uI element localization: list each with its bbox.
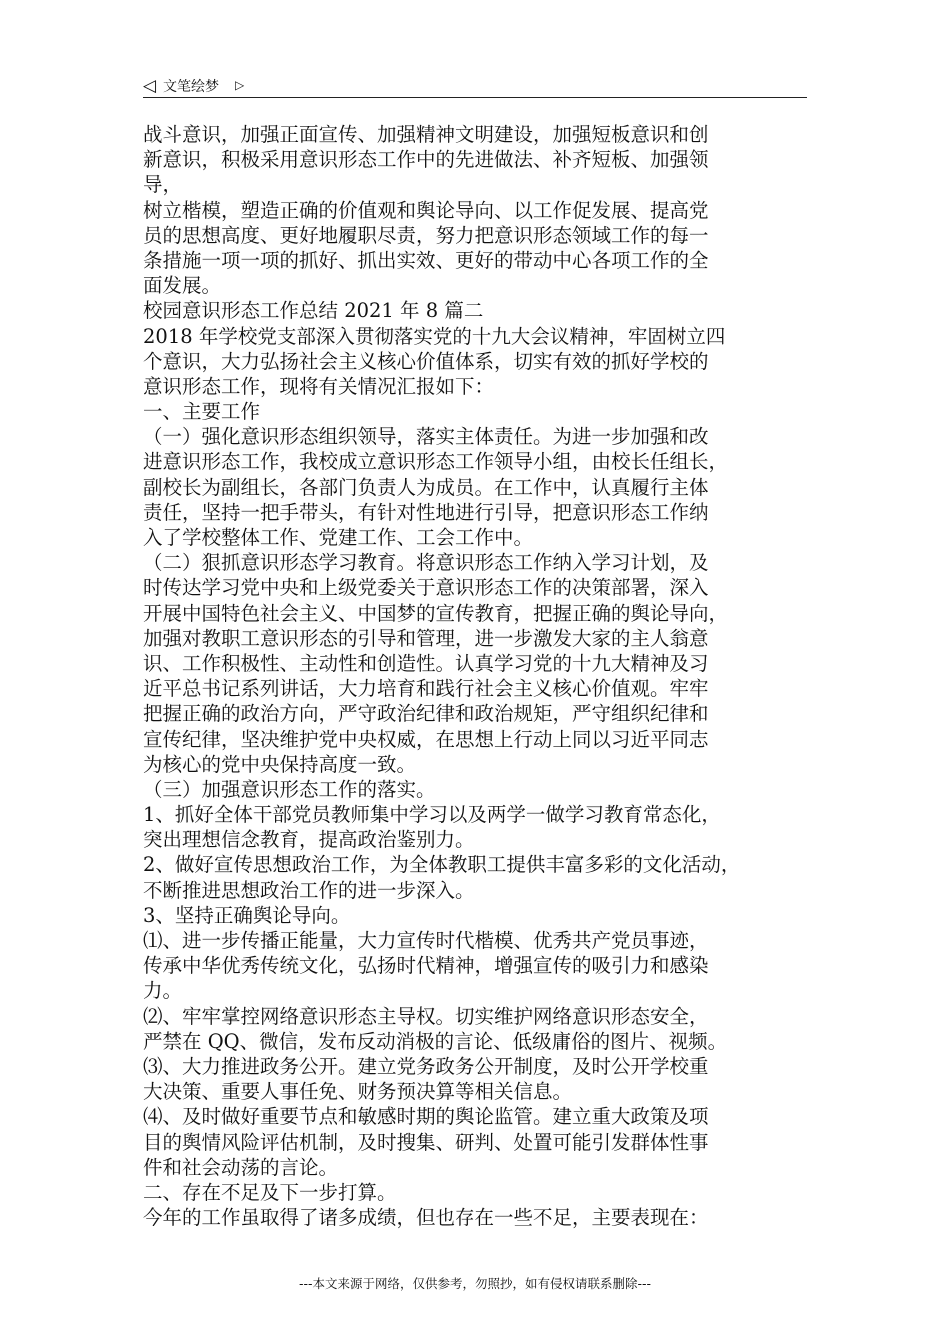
text-line: 面发展。 bbox=[143, 274, 222, 298]
text-line: 入了学校整体工作、党建工作、工会工作中。 bbox=[143, 526, 534, 549]
text-line: 导， bbox=[143, 173, 183, 197]
text-line: ⑴、进一步传播正能量，大力宣传时代楷模、优秀共产党员事迹， bbox=[143, 929, 709, 952]
header-divider bbox=[143, 97, 807, 98]
text-line: 时传达学习党中央和上级党委关于意识形态工作的决策部署，深入 bbox=[143, 576, 709, 600]
text-line: 近平总书记系列讲话，大力培育和践行社会主义核心价值观。牢牢 bbox=[143, 677, 709, 701]
text-line: 件和社会动荡的言论。 bbox=[143, 1155, 339, 1179]
text-line: （三）加强意识形态工作的落实。 bbox=[143, 777, 436, 801]
text-line: 为核心的党中央保持高度一致。 bbox=[143, 752, 417, 776]
text-line: 传承中华优秀传统文化，弘扬时代精神，增强宣传的吸引力和感染 bbox=[143, 954, 709, 978]
triangle-right-icon: ▷ bbox=[235, 78, 245, 92]
text-line: 战斗意识，加强正面宣传、加强精神文明建设，加强短板意识和创 bbox=[143, 123, 709, 146]
text-line: 条措施一项一项的抓好、抓出实效、更好的带动中心各项工作的全 bbox=[143, 248, 709, 272]
text-line: 个意识，大力弘扬社会主义核心价值体系，切实有效的抓好学校的 bbox=[143, 349, 709, 373]
text-line: 宣传纪律，坚决维护党中央权威，在思想上行动上同以习近平同志 bbox=[143, 727, 709, 751]
text-line: 开展中国特色社会主义、中国梦的宣传教育，把握正确的舆论导向， bbox=[143, 601, 729, 625]
text-line: 新意识，积极采用意识形态工作中的先进做法、补齐短板、加强领 bbox=[143, 148, 709, 172]
text-line: 识、工作积极性、主动性和创造性。认真学习党的十九大精神及习 bbox=[143, 651, 709, 675]
page-header bbox=[143, 74, 807, 98]
text-line: 2018 年学校党支部深入贯彻落实党的十九大会议精神，牢固树立四 bbox=[143, 324, 726, 348]
text-line: 员的思想高度、更好地履职尽责，努力把意识形态领域工作的每一 bbox=[143, 223, 709, 247]
text-line: 大决策、重要人事任免、财务预决算等相关信息。 bbox=[143, 1080, 573, 1104]
text-line: （二）狠抓意识形态学习教育。将意识形态工作纳入学习计划，及 bbox=[143, 551, 709, 575]
text-line: 不断推进思想政治工作的进一步深入。 bbox=[143, 878, 475, 902]
text-line: 1、抓好全体干部党员教师集中学习以及两学一做学习教育常态化， bbox=[143, 803, 721, 827]
text-line: 突出理想信念教育，提高政治鉴别力。 bbox=[143, 828, 475, 852]
text-line: 严禁在 QQ、微信，发布反动消极的言论、低级庸俗的图片、视频。 bbox=[143, 1029, 728, 1053]
text-line: 校园意识形态工作总结 2021 年 8 篇二 bbox=[143, 299, 484, 323]
text-line: 一、主要工作 bbox=[143, 400, 261, 424]
text-line: 进意识形态工作，我校成立意识形态工作领导小组，由校长任组长， bbox=[143, 450, 729, 474]
triangle-left-icon: ◁ bbox=[143, 76, 157, 96]
text-line: 二、存在不足及下一步打算。 bbox=[143, 1180, 397, 1204]
document-body bbox=[143, 122, 807, 1230]
text-line: 意识形态工作，现将有关情况汇报如下： bbox=[143, 374, 495, 398]
text-line: ⑵、牢牢掌控网络意识形态主导权。切实维护网络意识形态安全， bbox=[143, 1004, 709, 1028]
footer-disclaimer: ---本文来源于网络，仅供参考，勿照抄，如有侵权请联系删除--- bbox=[298, 1276, 652, 1291]
text-line: ⑷、及时做好重要节点和敏感时期的舆论监管。建立重大政策及项 bbox=[143, 1105, 709, 1129]
text-line: ⑶、大力推进政务公开。建立党务政务公开制度，及时公开学校重 bbox=[143, 1054, 709, 1078]
text-line: （一）强化意识形态组织领导，落实主体责任。为进一步加强和改 bbox=[143, 425, 709, 449]
text-line: 今年的工作虽取得了诸多成绩，但也存在一些不足，主要表现在： bbox=[143, 1206, 709, 1230]
text-line: 把握正确的政治方向，严守政治纪律和政治规矩，严守组织纪律和 bbox=[143, 702, 709, 726]
text-line: 加强对教职工意识形态的引导和管理，进一步激发大家的主人翁意 bbox=[143, 626, 709, 650]
text-line: 2、做好宣传思想政治工作，为全体教职工提供丰富多彩的文化活动， bbox=[143, 853, 741, 877]
text-line: 3、坚持正确舆论导向。 bbox=[143, 903, 351, 927]
text-line: 责任，坚持一把手带头，有针对性地进行引导，把意识形态工作纳 bbox=[143, 500, 709, 524]
text-line: 目的舆情风险评估机制，及时搜集、研判、处置可能引发群体性事 bbox=[143, 1130, 709, 1154]
text-line: 力。 bbox=[143, 979, 183, 1003]
header-title: 文笔绘梦 bbox=[163, 79, 219, 95]
text-line: 副校长为副组长，各部门负责人为成员。在工作中，认真履行主体 bbox=[143, 475, 709, 499]
text-line: 树立楷模，塑造正确的价值观和舆论导向、以工作促发展、提高党 bbox=[143, 198, 709, 222]
